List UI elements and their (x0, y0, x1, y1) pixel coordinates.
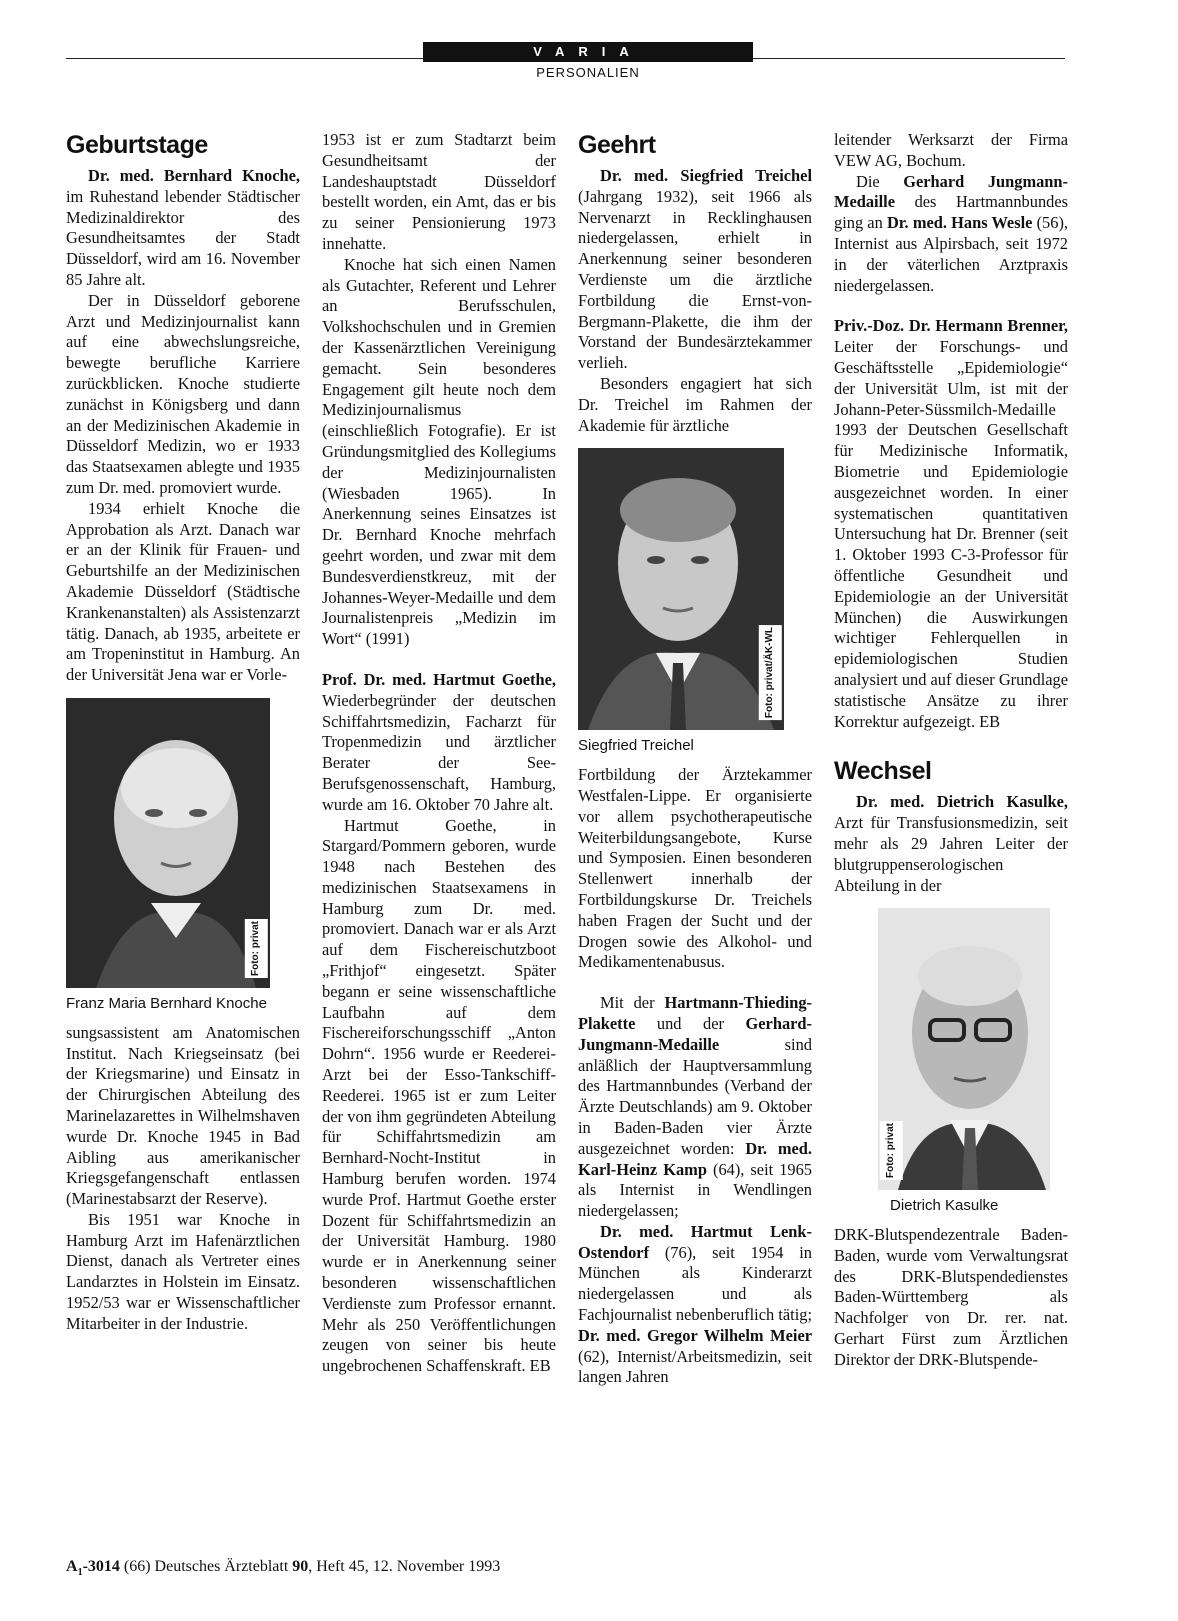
heading-geburtstage: Geburtstage (66, 131, 208, 159)
person-name: Dr. med. Bernhard Knoche, (88, 166, 300, 185)
paragraph-text: und der (635, 1013, 746, 1033)
section-banner: VARIA (423, 42, 753, 62)
person-name: Prof. Dr. med. Hartmut Goethe, (322, 669, 556, 689)
photo-credit: Foto: privat (245, 919, 268, 978)
paragraph-text: sind anläßlich der Hauptversammlung des Hartmannbundes (Verband der Ärzte Deutschlands) am 9. Oktober in Baden-Baden vier Ärzte ausgezeichnet worden: (578, 1034, 812, 1158)
paragraph: sungsassistent am Anatomischen Institut. Nach Kriegseinsatz (bei der Kriegsmarine) und Einsatz in der Chirurgischen Abteilung des Marinelazarettes in Wilhelmshaven wurde Dr. Knoche 1945 in Bad Aibling aus amerikanischer Kriegsgefangenschaft entlassen (Marinestabsarzt der Reserve). (66, 1022, 300, 1209)
photo-caption: Dietrich Kasulke (890, 1197, 999, 1215)
page-footer (66, 1558, 500, 1578)
heading-wechsel: Wechsel (834, 757, 932, 786)
paragraph-text: im Ruhestand lebender Städtischer Medizinaldirektor des Gesundheitsamtes der Stadt Düsseldorf, wird am 16. November 85 Jahre alt. (66, 186, 300, 289)
column-3 (578, 130, 812, 1388)
paragraph-text: Leiter der Forschungs- und Geschäftsstelle „Epidemiologie“ der Universität Ulm, ist mit der Johann-Peter-Süssmilch-Medaille 1993 der Deutschen Gesellschaft für Medizinische Informatik, Biometrie und Epidemiologie ausgezeichnet worden. In einer systematischen quantitativen Untersuchung hat Dr. Brenner (seit 1. Oktober 1993 C-3-Professor für öffentliche Gesundheit und Epidemiologie an der Universität München) die Auswirkungen wichtiger Fehlerquellen in epidemiologischen Studien analysiert und auf dieser Grundlage statistische Ansätze zu ihrer Korrektur aufgezeigt. EB (834, 337, 1068, 731)
person-name: Dr. med. Siegfried Treichel (600, 166, 812, 185)
volume-number: 90 (292, 1558, 309, 1575)
paragraph-text: des Hartmannbundes ging an (834, 192, 1068, 233)
paragraph: 1934 erhielt Knoche die Approbation als Arzt. Danach war er an der Klinik für Frauen- und Geburtshilfe an der Medizinischen Akademie Düsseldorf (Städtische Krankenanstalten) als Assistenzarzt tätig. Danach, ab 1935, arbeitete er am Tropeninstitut in Hamburg. An der Universität Jena war er Vorle- (66, 498, 300, 685)
award-name: Gerhard Jungmann-Medaille (834, 171, 1068, 212)
photo-caption: Siegfried Treichel (578, 737, 694, 755)
paragraph: leitender Werksarzt der Firma VEW AG, Bochum. (834, 130, 1068, 170)
photo-kasulke-block (834, 908, 1068, 1217)
paragraph: 1953 ist er zum Stadtarzt beim Gesundheitsamt der Landeshauptstadt Düsseldorf bestellt worden, ein Amt, das er bis zu seiner Pensionierung 1973 innehatte. (322, 130, 556, 253)
page-code: $A_1-3014$ (66, 1558, 120, 1579)
column-4 (834, 130, 1068, 1371)
award-name: Gerhard-Jungmann-Medaille (578, 1013, 812, 1054)
award-name: Hartmann-Thieding-Plakette (578, 993, 812, 1033)
portrait-photo-treichel (578, 448, 784, 730)
person-name: Dr. med. Karl-Heinz Kamp (578, 1138, 812, 1179)
paragraph: Besonders engagiert hat sich Dr. Treichel im Rahmen der Akademie für ärztliche (578, 373, 812, 435)
column-2 (322, 130, 556, 1377)
paragraph: Hartmut Goethe, in Stargard/Pommern geboren, wurde 1948 nach Bestehen des medizinischen Staatsexamens in Hamburg zum Dr. med. promoviert. Danach war er als Arzt auf dem Fischereischutzboot „Frithjof“ eingesetzt. Später begann er seine wissenschaftliche Laufbahn auf dem Fischereiforschungsschiff „Anton Dohrn“. 1956 wurde er Reederei-Arzt bei der Esso-Tankschiff-Reederei. 1965 ist er zum Leiter der von ihm gegründeten Abteilung für Schiffahrtsmedizin am Bernhard-Nocht-Institut in Hamburg berufen worden. 1974 wurde Prof. Hartmut Goethe erster Dozent für Schiffahrtsmedizin an der Universität Hamburg. 1980 wurde er in Anerkennung seiner besonderen wissenschaftlichen Verdienste zum Professor ernannt. Mehr als 250 Veröffentlichungen zeugen von seiner bis heute ungebrochenen Schaffenskraft. EB (322, 815, 556, 1376)
photo-treichel-block (578, 448, 812, 757)
person-name: Dr. med. Hartmut Lenk-Ostendorf (578, 1221, 812, 1262)
paragraph: Fortbildung der Ärztekammer Westfalen-Lippe. Er organisierte vor allem psychotherapeutische Weiterbildungsangebote, Kurse und Symposien. Einen besonderen Stellenwert innerhalb der Fortbildungskurse Dr. Treichels haben Fragen der Sucht und der Drogen sowie des Alkohol- und Medikamentenabusus. (578, 765, 812, 972)
paragraph: Knoche hat sich einen Namen als Gutachter, Referent und Lehrer an Berufsschulen, Volkshochschulen und in Gremien der Kassenärztlichen Vereinigung gemacht. Sein besonderes Engagement gilt heute noch dem Medizinjournalismus (einschließlich Fotografie). Er ist Gründungsmitglied des Kollegiums der Medizinjournalisten (Wiesbaden 1965). In Anerkennung seines Einsatzes ist Dr. Bernhard Knoche mehrfach geehrt worden, und zwar mit dem Bundesverdienstkreuz, mit der Johannes-Weyer-Medaille und dem Journalistenpreis „Medizin im Wort“ (1991) (322, 254, 557, 649)
photo-caption: Franz Maria Bernhard Knoche (66, 994, 267, 1012)
paragraph: Bis 1951 war Knoche in Hamburg Arzt im Hafenärztlichen Dienst, danach als Vertreter eines Landarztes in Holstein im Einsatz. 1952/53 war er Wissenschaftlicher Mitarbeiter in der Industrie. (66, 1209, 300, 1333)
person-name: Priv.-Doz. Dr. Hermann Brenner, (834, 316, 1068, 336)
paragraph: DRK-Blutspendezentrale Baden-Baden, wurde vom Verwaltungsrat des DRK-Blutspendedienstes Baden-Württemberg als Nachfolger von Dr. rer. nat. Gerhart Fürst zum Ärztlichen Direktor der DRK-Blutspende- (834, 1225, 1068, 1369)
paragraph-text: (62), Internist/Arbeitsmedizin, seit langen Jahren (578, 1346, 812, 1387)
paragraph-text: Mit der (600, 993, 665, 1013)
heading-geehrt: Geehrt (578, 131, 656, 159)
person-name: Dr. med. Gregor Wilhelm Meier (578, 1325, 812, 1345)
header-rule-right (753, 58, 1065, 59)
paragraph: Der in Düsseldorf geborene Arzt und Medizinjournalist kann auf eine abwechslungsreiche, bewegte berufliche Karriere zurückblicken. Knoche studierte zunächst in Königsberg und dann an der Medizinischen Akademie in Düsseldorf Medizin, wo er 1933 das Staatsexamen ablegte und 1935 zum Dr. med. promoviert wurde. (66, 290, 300, 497)
paragraph-text: (56), Internist aus Alpirsbach, seit 1972 in der väterlichen Arztpraxis niedergelassen. (834, 213, 1068, 295)
portrait-photo-kasulke (878, 908, 1050, 1190)
paragraph-text: (76), seit 1954 in München als Kinderarzt niedergelassen und als Fachjournalist nebenberuflich tätig; (578, 1242, 812, 1325)
header-rule-left (66, 58, 423, 59)
footer-citation-end: , Heft 45, 12. November 1993 (308, 1558, 501, 1575)
portrait-photo-knoche (66, 698, 270, 988)
paragraph-text: Die (856, 171, 904, 191)
footer-citation: (66) Deutsches Ärzteblatt (119, 1558, 293, 1575)
subsection-label: PERSONALIEN (536, 65, 640, 80)
photo-knoche-block (66, 698, 300, 1015)
photo-credit: Foto: privat/ÄK-WL (759, 625, 782, 720)
paragraph-text: Arzt für Transfusionsmedizin, seit mehr als 29 Jahren Leiter der blutgruppenserologischen Abteilung in der (834, 813, 1068, 895)
photo-credit: Foto: privat (880, 1121, 903, 1180)
paragraph-text: (64), seit 1965 als Internist in Wendlingen niedergelassen; (578, 1159, 812, 1221)
person-name: Dr. med. Dietrich Kasulke, (856, 792, 1068, 812)
paragraph-text: (Jahrgang 1932), seit 1966 als Nervenarzt in Recklinghausen niedergelassen, erhielt in Anerkennung seiner besonderen Verdienste um die ärztliche Fortbildung die Ernst-von-Bergmann-Plakette, die ihm der Vorstand der Bundesärztekammer verlieh. (578, 186, 812, 373)
paragraph-text: Wiederbegründer der deutschen Schiffahrtsmedizin, Facharzt für Tropenmedizin und ärztlicher Berater der See-Berufsgenossenschaft, Hamburg, wurde am 16. Oktober 70 Jahre alt. (322, 690, 556, 814)
column-1 (66, 130, 300, 1335)
person-name: Dr. med. Hans Wesle (886, 213, 1033, 233)
